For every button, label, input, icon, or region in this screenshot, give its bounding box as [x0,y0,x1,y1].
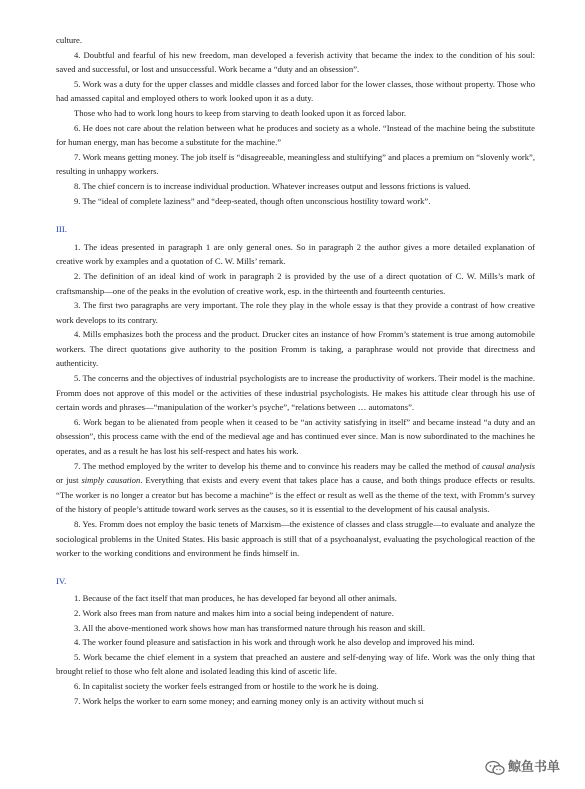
list-item: 6. In capitalist society the worker feels estranged from or hostile to the work he is doing. [74,680,379,691]
list-item: 1. The ideas presented in paragraph 1 are only general ones. So in paragraph 2 the author gives a more detailed explanation of creative work by examples and a quotation of C. W. Mills’ remark. [56,241,535,267]
list-item: 5. Work was a duty for the upper classes and middle classes and forced labor for the lower classes, those without property. Those who had amassed capital and employed others to work looked upon it as a duty. [56,78,535,104]
text-fragment: . Everything that exists and every event that takes place has a cause, and both things produce effects or results. “The worker is no longer a creator but has become a machine” is the effect or result as well as the theme of the text, with Fromm’s survey of the history of people’s attitude toward work serves as the causes, so it is essential to the development of his causal analysis. [56,475,535,515]
list-item: 6. Work began to be alienated from people when it ceased to be “an activity satisfying in itself” and became instead “a duty and an obsession”, this process came with the end of the medieval age and has continued ever since. Man is now subordinated to the machines he operates, and as a result he has lost his self-respect and hates his work. [56,416,535,457]
text-fragment: 7. The method employed by the writer to develop his theme and to convince his readers may be called the method of [74,460,482,471]
list-item: 6. He does not care about the relation between what he produces and society as a whole. “Instead of the machine being the substitute for human energy, man has become a substitute for the machine.” [56,122,535,148]
list-item [56,459,535,517]
list-item: 8. Yes. Fromm does not employ the basic tenets of Marxism—the existence of classes and class struggle—to evaluate and analyze the sociological problems in the United States. His basic approach is still that of a psychoanalyst, evaluating the psychological reaction of the worker to the working conditions and environment he finds himself in. [56,519,535,559]
list-item: 4. Mills emphasizes both the process and the product. Drucker cites an instance of how Fromm’s statement is true among automobile workers. The direct quotations give authority to the position Fromm is taking, a paraphrase would not provide that directness and authenticity. [56,329,535,369]
list-item: 5. The concerns and the objectives of industrial psychologists are to increase the productivity of workers. Their model is the machine. Fromm does not approve of this model or the activities of these industrial psychologists. He makes his attitude clear through his use of certain words and phrases—“manipulation of the worker’s psyche”, “relations between … automatons”. [56,373,535,413]
list-item: 7. Work means getting money. The job itself is “disagreeable, meaningless and stultifying” and places a premium on “slovenly work”, resulting in unhappy workers. [56,151,535,177]
list-item: 4. Doubtful and fearful of his new freedom, man developed a feverish activity that became the index to the condition of his soul: saved and successful, or lost and unsuccessful. Work became a “duty and an obsession”. [56,49,535,75]
list-item: Those who had to work long hours to keep from starving to death looked upon it as forced labor. [74,107,406,118]
list-item: 7. Work helps the worker to earn some money; and earning money only is an activity without much si [74,695,424,706]
list-item: 3. The first two paragraphs are very important. The role they play in the whole essay is that they provide a contrast of how creative work develops to its contrary. [56,300,535,325]
list-item: 8. The chief concern is to increase individual production. Whatever increases output and lessons frictions is valued. [74,180,471,191]
emphasis-text: simply causation [81,475,141,486]
section-heading-iv: IV. [56,575,67,586]
list-item: 1. Because of the fact itself that man produces, he has developed far beyond all other animals. [74,593,397,604]
watermark-text: 鲸鱼书单 [507,759,560,775]
list-item: 4. The worker found pleasure and satisfaction in his work and through work he also develop and improved his mind. [74,637,475,648]
list-item: 5. Work became the chief element in a system that preached an austere and self-denying way of life. Work was the only thing that brought relief to those who felt alone and isolated leading this kind of ascetic life. [56,651,535,677]
chat-bubble-icon [485,760,505,776]
continuation-text: culture. [56,35,83,45]
list-item: 2. The definition of an ideal kind of work in paragraph 2 is provided by the use of a direct quotation of C. W. Mills’s mark of craftsmanship—one of the peaks in the evolution of creative work, esp. in the thirteenth and fourteenth centuries. [56,270,535,296]
section-heading-iii: III. [56,224,67,235]
text-fragment: or just [56,475,82,486]
list-item: 9. The “ideal of complete laziness” and “deep-seated, though often unconscious hostility toward work”. [74,195,431,206]
list-item: 3. All the above-mentioned work shows how man has transformed nature through his reason and skill. [74,622,426,633]
watermark [482,759,563,777]
list-item: 2. Work also frees man from nature and makes him into a social being independent of nature. [74,607,394,618]
emphasis-text: causal analysis [482,460,535,471]
